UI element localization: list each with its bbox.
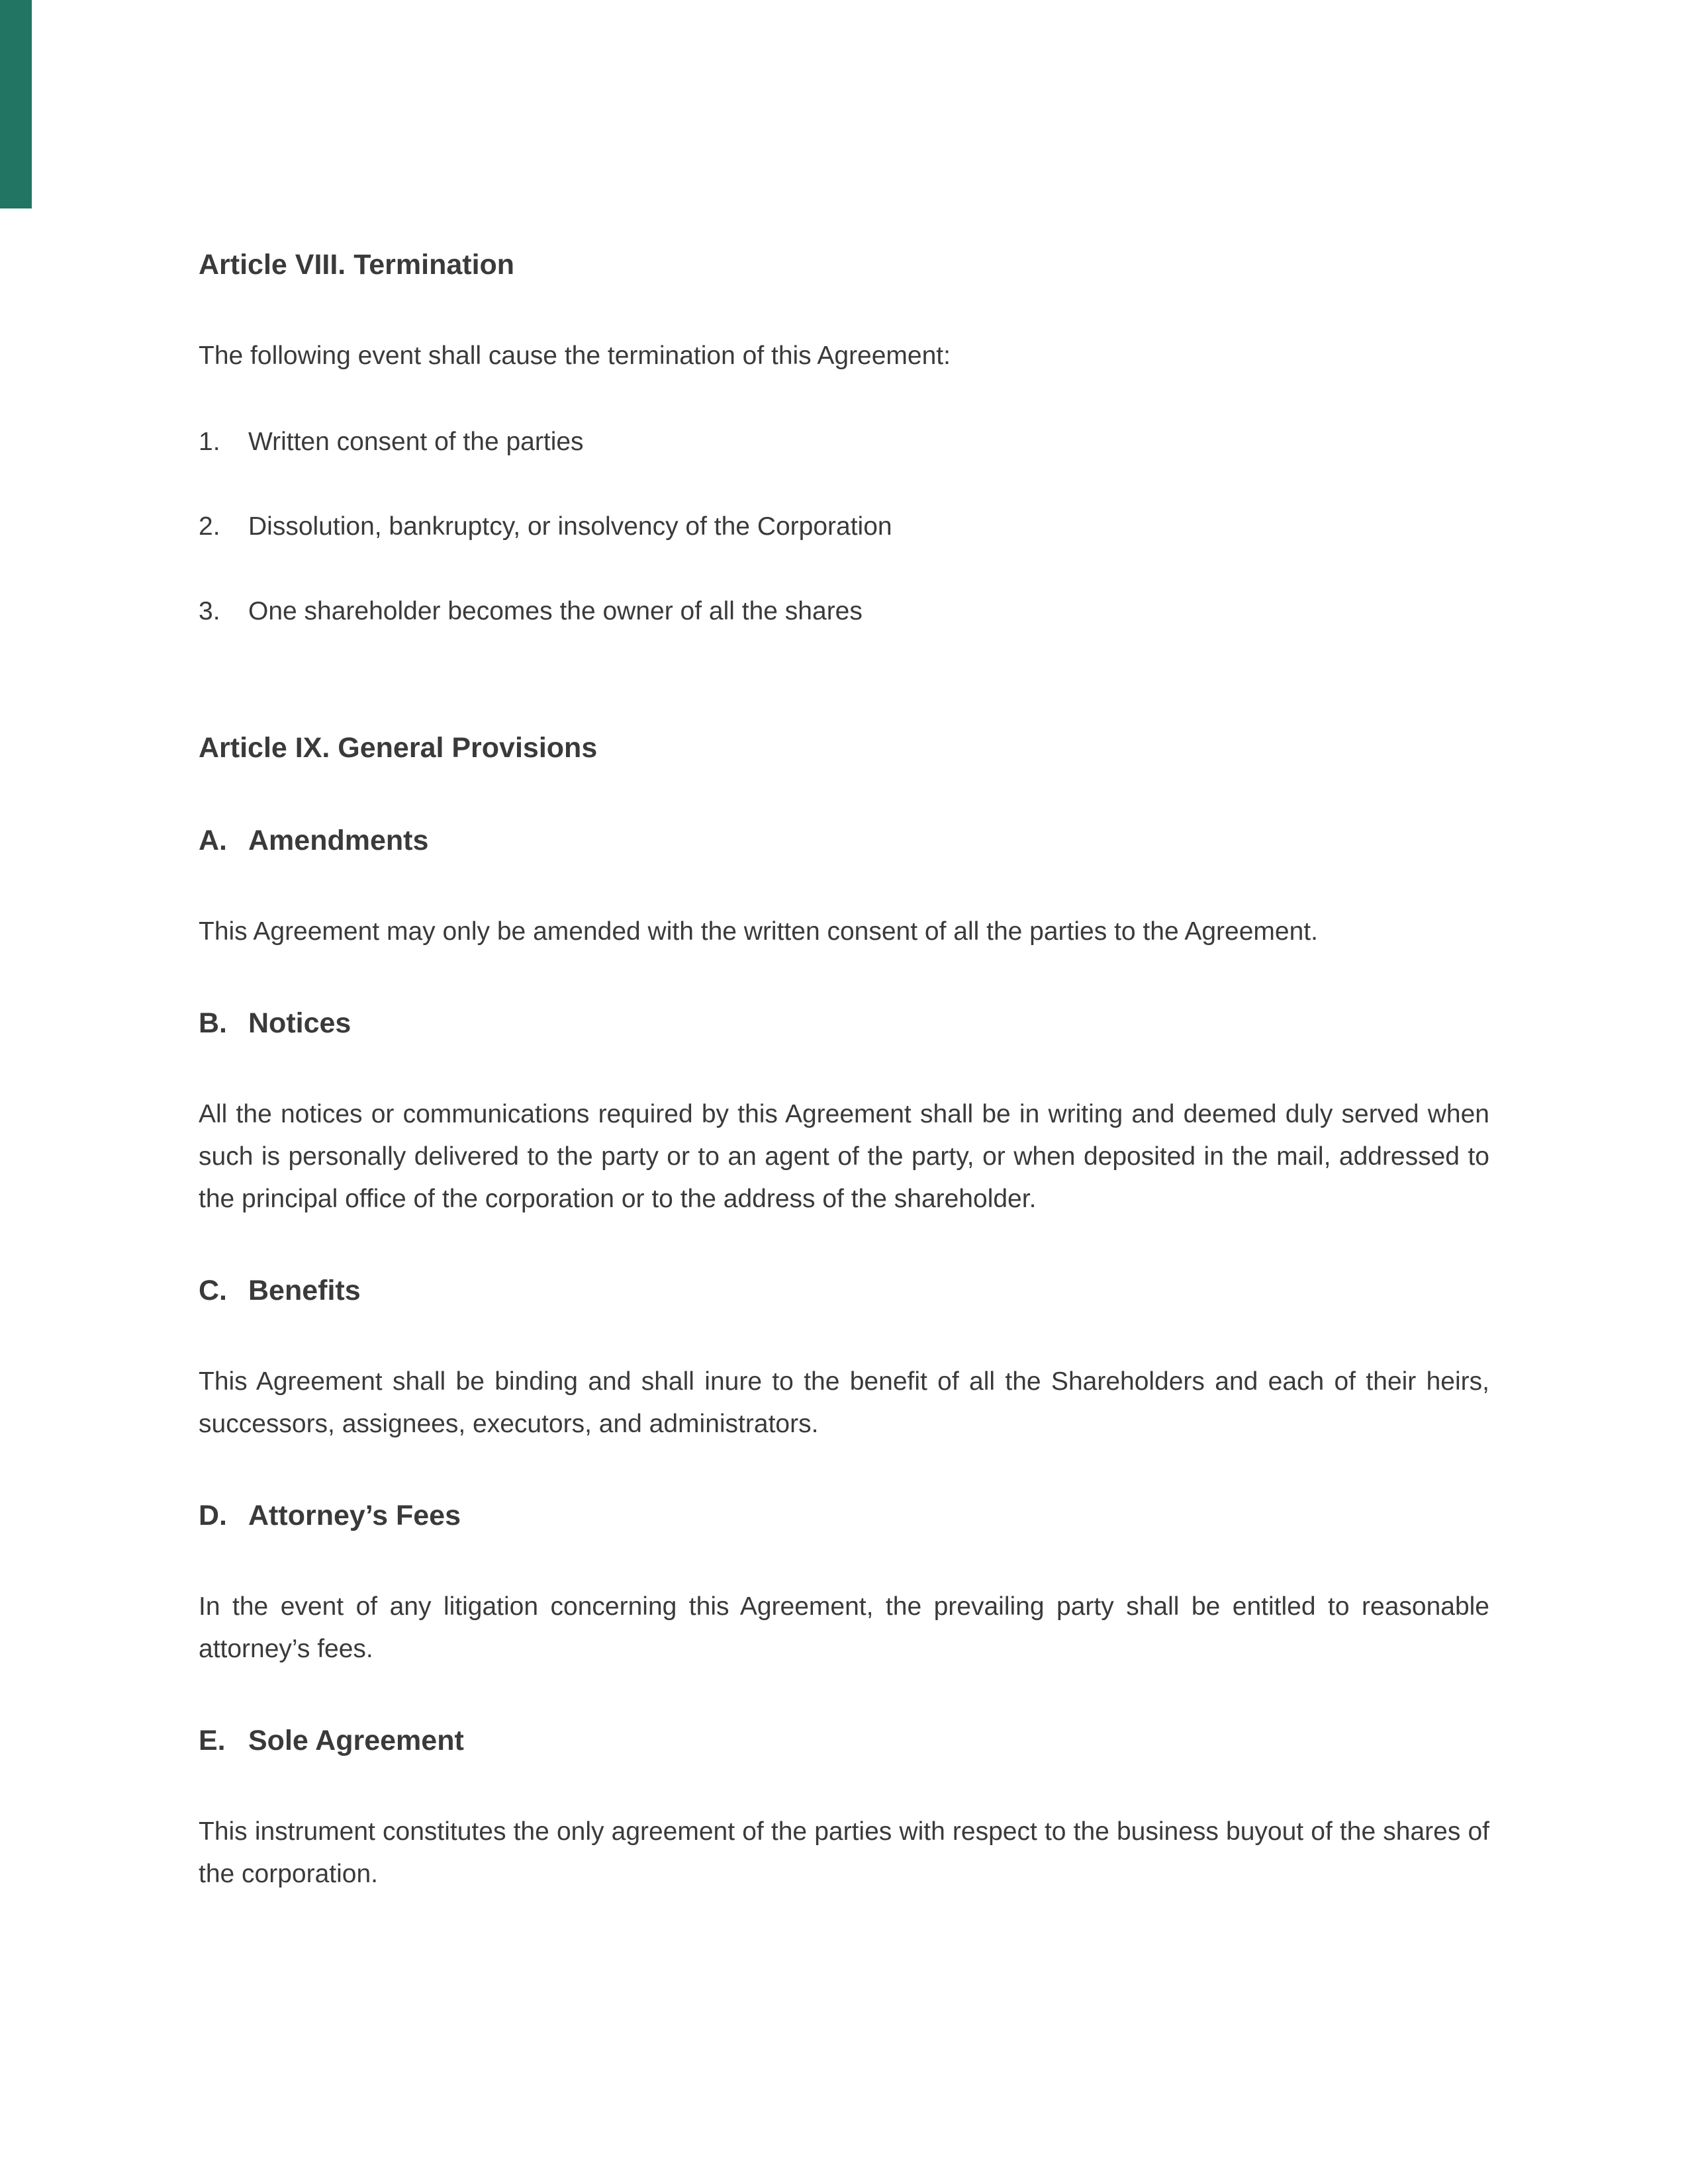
article-9-heading: Article IX. General Provisions bbox=[199, 732, 598, 764]
section-marker: C. bbox=[199, 1275, 227, 1306]
section-body-benefits: This Agreement shall be binding and shall inure to the benefit of all the Shareholders and each of their heirs, successors, assignees, executors, and administrators. bbox=[199, 1367, 1489, 1438]
list-item bbox=[199, 508, 892, 545]
list-item-number: 1. bbox=[199, 428, 220, 456]
list-item-number: 3. bbox=[199, 597, 220, 625]
section-title: Attorney’s Fees bbox=[248, 1500, 461, 1531]
section-title: Amendments bbox=[248, 825, 429, 856]
list-item bbox=[199, 593, 863, 630]
article-8-heading: Article VIII. Termination bbox=[199, 249, 515, 281]
section-heading-notices bbox=[199, 1005, 351, 1042]
section-marker: D. bbox=[199, 1500, 227, 1531]
list-item-text: One shareholder becomes the owner of all the shares bbox=[248, 597, 863, 625]
list-item-text: Dissolution, bankruptcy, or insolvency of the Corporation bbox=[248, 512, 892, 541]
accent-bar bbox=[0, 0, 32, 208]
section-body-attorneys-fees: In the event of any litigation concerning this Agreement, the prevailing party shall be entitled to reasonable attorney’s fees. bbox=[199, 1592, 1489, 1663]
section-heading-attorneys-fees bbox=[199, 1497, 461, 1534]
list-item-number: 2. bbox=[199, 512, 220, 541]
list-item-text: Written consent of the parties bbox=[248, 428, 584, 456]
section-heading-sole-agreement bbox=[199, 1722, 464, 1759]
section-body-amendments: This Agreement may only be amended with the written consent of all the parties to the Agreement. bbox=[199, 917, 1318, 946]
section-heading-benefits bbox=[199, 1272, 361, 1309]
section-marker: E. bbox=[199, 1725, 226, 1756]
section-body-sole-agreement: This instrument constitutes the only agreement of the parties with respect to the business buyout of the shares of the corporation. bbox=[199, 1817, 1489, 1888]
section-title: Benefits bbox=[248, 1275, 361, 1306]
section-heading-amendments bbox=[199, 822, 428, 859]
section-title: Notices bbox=[248, 1007, 352, 1039]
article-8-intro: The following event shall cause the termination of this Agreement: bbox=[199, 341, 951, 370]
list-item bbox=[199, 424, 584, 461]
section-marker: A. bbox=[199, 825, 227, 856]
section-title: Sole Agreement bbox=[248, 1725, 464, 1756]
section-marker: B. bbox=[199, 1007, 227, 1039]
section-body-notices: All the notices or communications required by this Agreement shall be in writing and deemed duly served when such is personally delivered to the party or to an agent of the party, or when deposited in the mail, addressed to the principal office of the corporation or to the address of the shareholder. bbox=[199, 1100, 1489, 1213]
